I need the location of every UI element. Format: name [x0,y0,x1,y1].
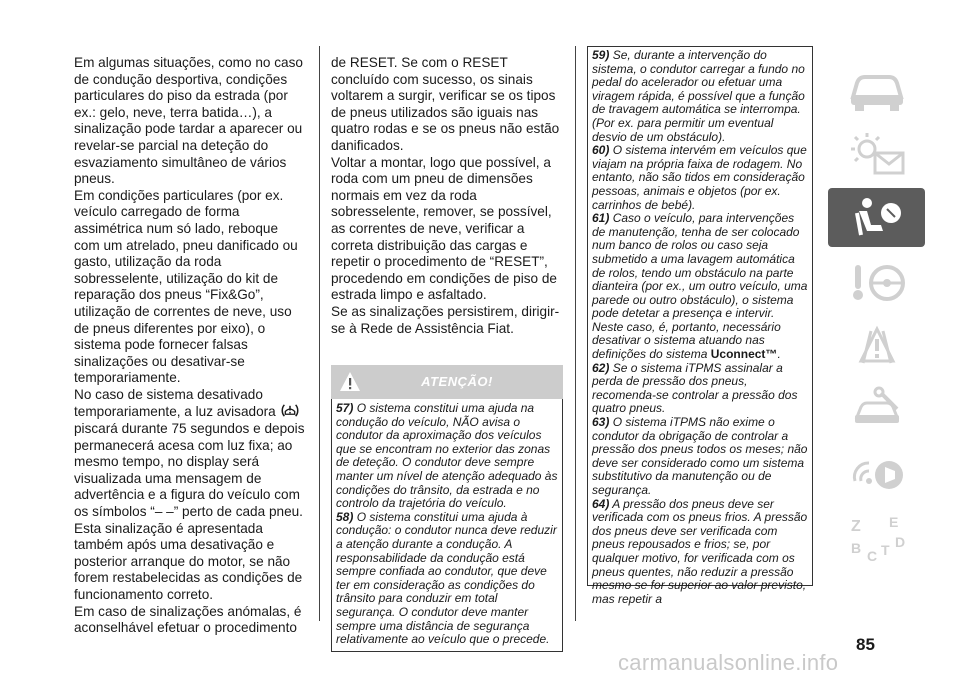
steering-wheel-key-icon [845,259,909,305]
paragraph: Voltar a montar, logo que possível, a roda com um pneu de dimensões normais em vez da roda sobresselente, remover, se possível, as correntes de neve, verificar a correta distribuição das cargas e repetir o procedimento de “RESET”, procedendo em condições de piso de estrada limpo e asfaltado. [331,154,557,303]
road-hazard-icon [845,323,909,369]
index-letter: C [866,547,877,564]
column-divider [319,46,320,621]
paragraph: Esta sinalização é apresentada também após uma desativação e posterior arranque do motor, se não forem restabelecidas as condições de funcionamento correto. [74,520,303,602]
tab-alphabetical-index[interactable] [828,508,925,567]
tab-maintenance[interactable] [828,380,925,439]
page-number: 85 [856,635,875,654]
note-57: 57) O sistema constitui uma ajuda na condução do veículo, NÃO avisa o condutor da aproximação dos veículos que se encontram no exterior das zonas de deteção. O condutor deve sempre manter um nível de atenção adequado às condições do trânsito, da estrada e no controlo da trajetória do veículo. [336,401,558,511]
wrench-car-icon [845,387,909,433]
tab-emergency[interactable] [828,316,925,375]
warning-header [331,365,563,399]
paragraph: Em condições particulares (por ex. veículo carregado de forma assimétrica num só lado, reboque com um atrelado, pneu danificado ou gasto, utilização da roda sobresselente, utilização do kit de reparação dos pneus “Fix&Go”, utilização de correntes de neve, uso de pneus diferentes por eixo), o sistema pode fornecer falsas sinalizações ou desativar-se temporariamente. [74,187,298,386]
chapter-sidebar [828,60,925,572]
warning-notes [331,399,563,652]
note-63: 63) O sistema iTPMS não exime o condutor da obrigação de controlar a pressão dos pneus todos os meses; não deve ser considerado como um sistema substitutivo da manutenção ou de segurança. [592,415,808,497]
tab-warning-lights[interactable] [828,124,925,183]
paragraph: Em caso de sinalizações anómalas, é aconselhável efetuar o procedimento [74,603,302,636]
note-64: 64) A pressão dos pneus deve ser verificada com os pneus frios. A pressão dos pneus deve ser verificada com pneus repousados e frios; se, por qualquer motivo, for verificada com os pneus quentes, não reduzir a pressão mesmo se for superior ao valor previsto, mas repetir a [592,496,808,606]
tab-multimedia[interactable] [828,444,925,503]
seat-airbag-icon [845,195,909,241]
text-column-3 [587,46,813,606]
uconnect-brand: Uconnect™ [710,347,778,362]
index-letter: E [888,513,898,530]
note-58: 58) O sistema constitui uma ajuda à condução: o condutor nunca deve reduzir a atenção durante a condução. A responsabilidade da condução está sempre confiada ao condutor, que deve ter em consideração as condições do trânsito para conduzir em total segurança. O condutor deve manter sempre uma distância de segurança relativamente ao veículo que o precede. [336,509,557,647]
watermark: carmanualsonline.info [618,650,839,675]
index-letter: T [880,541,890,558]
index-letter: Z [850,517,861,535]
note-60: 60) O sistema intervém em veículos que viajam na própria faixa de rodagem. No entanto, não são tidos em consideração pessoas, animais e objetos (por ex. carrinhos de bebé). [592,143,807,212]
paragraph: de RESET. Se com o RESET concluído com sucesso, os sinais voltarem a surgir, verificar se os tipos de pneus utilizados são iguais nas quatro rodas e se os pneus não estão danificados. [331,55,560,153]
index-letter: B [850,539,861,556]
paragraph: Em algumas situações, como no caso de condução desportiva, condições particulares do piso da estrada (por ex.: gelo, neve, terra batida…), a sinalização pode tardar a aparecer ou revelar-se parcial na deteção do esvaziamento simultâneo de vários pneus. [74,55,303,187]
tab-starting-driving[interactable] [828,252,925,311]
tab-safety[interactable] [828,188,925,247]
paragraph: Se as sinalizações persistirem, dirigir-se à Rede de Assistência Fiat. [331,303,560,336]
warning-title: ATENÇÃO! [421,373,493,389]
multimedia-icon [845,451,909,497]
car-icon [845,67,909,113]
notes-box [587,46,813,606]
paragraph: No caso de sistema desativado temporariamente, a luz avisadora piscará durante 75 segundos e depois permanecerá acesa com luz fixa; ao mesmo tempo, no display será visualizada uma mensagem de advertência e a figura do veículo com os símbolos “– –” perto de cada pneu. [74,386,305,520]
index-letter: D [894,533,905,550]
warning-triangle-icon [339,371,361,393]
column-divider [575,46,576,621]
note-62: 62) Se o sistema iTPMS assinalar a perda de pressão dos pneus, recomenda-se controlar a pressão dos quatro pneus. [592,360,798,416]
note-59: 59) Se, durante a intervenção do sistema, o condutor carregar a fundo no pedal do acelerador ou efetuar uma viragem rápida, é possível que a função de travagem automática se interrompa. (Por ex. para permitir um eventual desvio de um obstáculo). [592,48,805,144]
tire-pressure-warning-icon [280,403,300,418]
tab-vehicle[interactable] [828,60,925,119]
alphabet-index-icon [845,513,909,563]
text-column-1 [74,55,306,637]
note-61: 61) Caso o veículo, para intervenções de manutenção, tenha de ser colocado num banco de rolos ou caso seja submetido a uma lavagem automática de rolos, tendo um obstáculo na parte dianteira (por ex., um outro veículo, uma parede ou outro obstáculo), o sistema pode detetar a presença e intervir. Neste caso, é, portanto, necessário desativar o sistema atuando nas definições do sistema Uconnect™. [592,211,808,362]
warning-lights-icon [845,131,909,177]
text-column-2 [331,55,563,652]
